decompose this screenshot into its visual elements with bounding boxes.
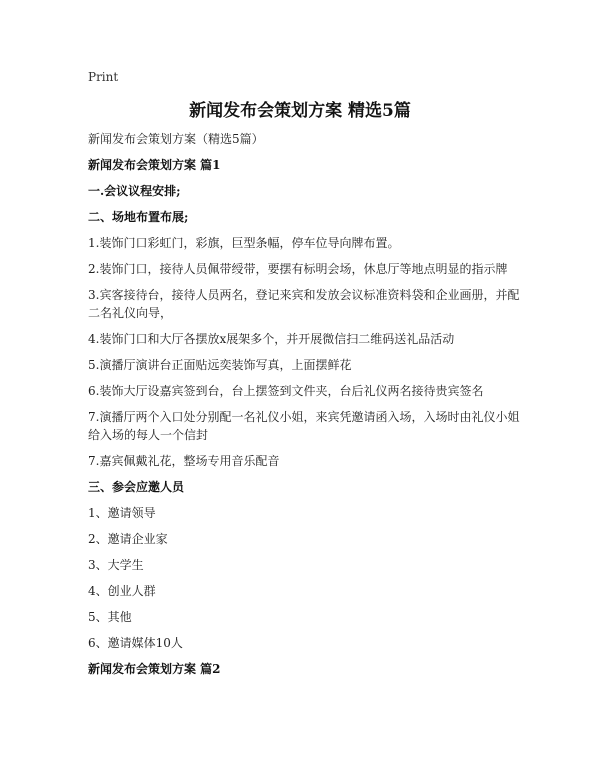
attendee-item: 4、创业人群 xyxy=(88,584,156,598)
attendee-item: 5、其他 xyxy=(88,610,132,624)
agenda-heading: 一.会议议程安排; xyxy=(88,184,181,198)
attendee-item: 6、邀请媒体10人 xyxy=(88,636,183,650)
attendee-item: 2、邀请企业家 xyxy=(88,532,168,546)
venue-item: 2.装饰门口，接待人员佩带绶带，要摆有标明会场，休息厅等地点明显的指示牌 xyxy=(88,262,508,276)
section2-heading: 新闻发布会策划方案 篇2 xyxy=(88,662,221,676)
venue-item: 4.装饰门口和大厅各摆放x展架多个，并开展微信扫二维码送礼品活动 xyxy=(88,332,455,346)
venue-item: 3.宾客接待台，接待人员两名，登记来宾和发放会议标准资料袋和企业画册，并配二名礼仪向导， xyxy=(88,288,520,320)
venue-item: 7.嘉宾佩戴礼花，整场专用音乐配音 xyxy=(88,454,280,468)
venue-heading: 二、场地布置布展; xyxy=(88,210,189,224)
attendees-heading: 三、参会应邀人员 xyxy=(88,480,185,494)
attendee-item: 3、大学生 xyxy=(88,558,144,572)
venue-item: 1.装饰门口彩虹门，彩旗，巨型条幅，停车位导向牌布置。 xyxy=(88,236,400,250)
attendee-item: 1、邀请领导 xyxy=(88,506,156,520)
document-subtitle: 新闻发布会策划方案（精选5篇） xyxy=(88,132,264,146)
venue-item: 5.演播厅演讲台正面贴远奕装饰写真，上面摆鲜花 xyxy=(88,358,352,372)
venue-item: 6.装饰大厅设嘉宾签到台，台上摆签到文件夹，台后礼仪两名接待贵宾签名 xyxy=(88,384,484,398)
venue-item: 7.演播厅两个入口处分别配一名礼仪小姐，来宾凭邀请函入场，入场时由礼仪小姐给入场的每人一个信封 xyxy=(88,410,520,442)
document-title: 新闻发布会策划方案 精选5篇 xyxy=(189,101,411,121)
document-body xyxy=(88,130,528,686)
section1-heading: 新闻发布会策划方案 篇1 xyxy=(88,158,221,172)
print-link[interactable]: Print xyxy=(88,70,119,84)
